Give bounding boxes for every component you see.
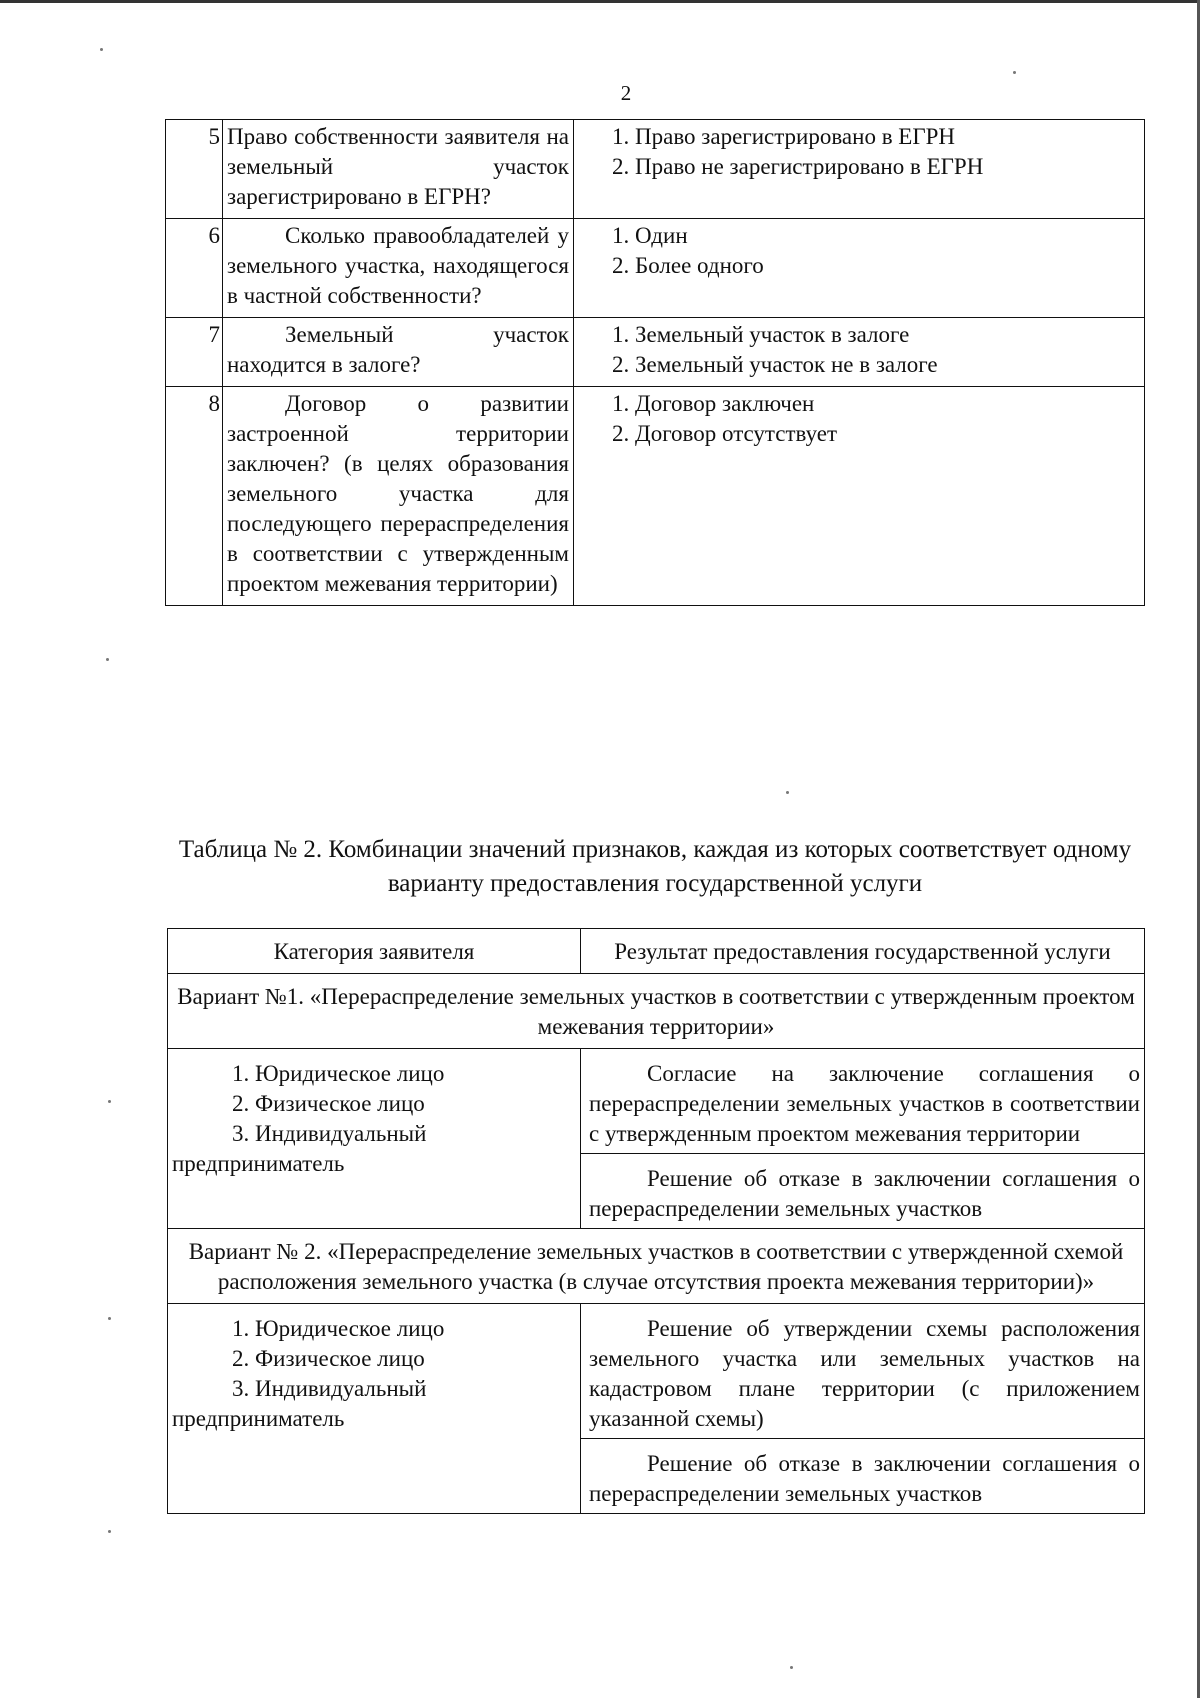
category-item: предприниматель bbox=[172, 1151, 345, 1176]
applicant-categories bbox=[168, 1304, 581, 1514]
row-number: 6 bbox=[166, 219, 223, 318]
scan-speck bbox=[106, 658, 109, 661]
answer-option: 2. Договор отсутствует bbox=[612, 421, 838, 446]
scan-speck bbox=[1013, 71, 1016, 74]
table-row bbox=[166, 387, 1145, 606]
service-result: Решение об отказе в заключении соглашения о перераспределении земельных участков bbox=[581, 1439, 1145, 1514]
answer-option: 1. Земельный участок в залоге bbox=[612, 322, 910, 347]
attribute-question: Сколько правообладателей у земельного участка, находящегося в частной собственности? bbox=[223, 219, 574, 318]
table-header-row bbox=[168, 929, 1145, 974]
attribute-question: Договор о развитии застроенной территории заключен? (в целях образования земельного участка для последующего перераспределения в соответствии с утвержденным проектом межевания территории) bbox=[223, 387, 574, 606]
scan-speck bbox=[790, 1666, 793, 1669]
variant-title: Вариант № 2. «Перераспределение земельных участков в соответствии с утвержденной схемой расположения земельного участка (в случае отсутствия проекта межевания территории)» bbox=[168, 1229, 1145, 1304]
scan-speck bbox=[786, 791, 789, 794]
scan-speck bbox=[100, 48, 103, 51]
service-result: Решение об отказе в заключении соглашения о перераспределении земельных участков bbox=[581, 1154, 1145, 1229]
category-item: 1. Юридическое лицо bbox=[232, 1061, 445, 1086]
row-number: 7 bbox=[166, 318, 223, 387]
answer-option: 2. Более одного bbox=[612, 253, 764, 278]
variant-title-row bbox=[168, 1229, 1145, 1304]
scan-speck bbox=[108, 1530, 111, 1533]
table-row bbox=[168, 1304, 1145, 1439]
column-header-category: Категория заявителя bbox=[168, 929, 581, 974]
answer-option: 2. Земельный участок не в залоге bbox=[612, 352, 938, 377]
table-row bbox=[166, 120, 1145, 219]
column-header-result: Результат предоставления государственной услуги bbox=[581, 929, 1145, 974]
category-item: 2. Физическое лицо bbox=[232, 1091, 425, 1116]
scan-speck bbox=[108, 1317, 111, 1320]
page-number: 2 bbox=[620, 81, 632, 105]
table-row bbox=[168, 1049, 1145, 1154]
category-item: 3. Индивидуальный bbox=[232, 1376, 427, 1401]
variant-title-row bbox=[168, 974, 1145, 1049]
variants-table bbox=[167, 928, 1145, 1514]
variant-title: Вариант №1. «Перераспределение земельных участков в соответствии с утвержденным проектом межевания территории» bbox=[168, 974, 1145, 1049]
answer-option: 1. Договор заключен bbox=[612, 391, 815, 416]
row-number: 8 bbox=[166, 387, 223, 606]
table-row bbox=[166, 219, 1145, 318]
applicant-categories bbox=[168, 1049, 581, 1229]
attribute-answers bbox=[574, 219, 1145, 318]
answer-option: 1. Право зарегистрировано в ЕГРН bbox=[612, 124, 956, 149]
category-item: 2. Физическое лицо bbox=[232, 1346, 425, 1371]
answer-option: 2. Право не зарегистрировано в ЕГРН bbox=[612, 154, 984, 179]
service-result: Решение об утверждении схемы расположения земельного участка или земельных участков на кадастровом плане территории (с приложением указанной схемы) bbox=[581, 1304, 1145, 1439]
attribute-question: Право собственности заявителя на земельный участок зарегистрировано в ЕГРН? bbox=[223, 120, 574, 219]
attributes-table bbox=[165, 119, 1145, 606]
attribute-answers bbox=[574, 120, 1145, 219]
category-item: предприниматель bbox=[172, 1406, 345, 1431]
attribute-question: Земельный участок находится в залоге? bbox=[223, 318, 574, 387]
scan-speck bbox=[108, 1100, 111, 1103]
category-item: 3. Индивидуальный bbox=[232, 1121, 427, 1146]
attribute-answers bbox=[574, 387, 1145, 606]
attribute-answers bbox=[574, 318, 1145, 387]
answer-option: 1. Один bbox=[612, 223, 688, 248]
scan-border-top bbox=[0, 0, 1200, 3]
table-caption: Таблица № 2. Комбинации значений признаков, каждая из которых соответствует одному варианту предоставления государственной услуги bbox=[178, 836, 1132, 897]
table-row bbox=[166, 318, 1145, 387]
row-number: 5 bbox=[166, 120, 223, 219]
category-item: 1. Юридическое лицо bbox=[232, 1316, 445, 1341]
service-result: Согласие на заключение соглашения о перераспределении земельных участков в соответствии с утвержденным проектом межевания территории bbox=[581, 1049, 1145, 1154]
